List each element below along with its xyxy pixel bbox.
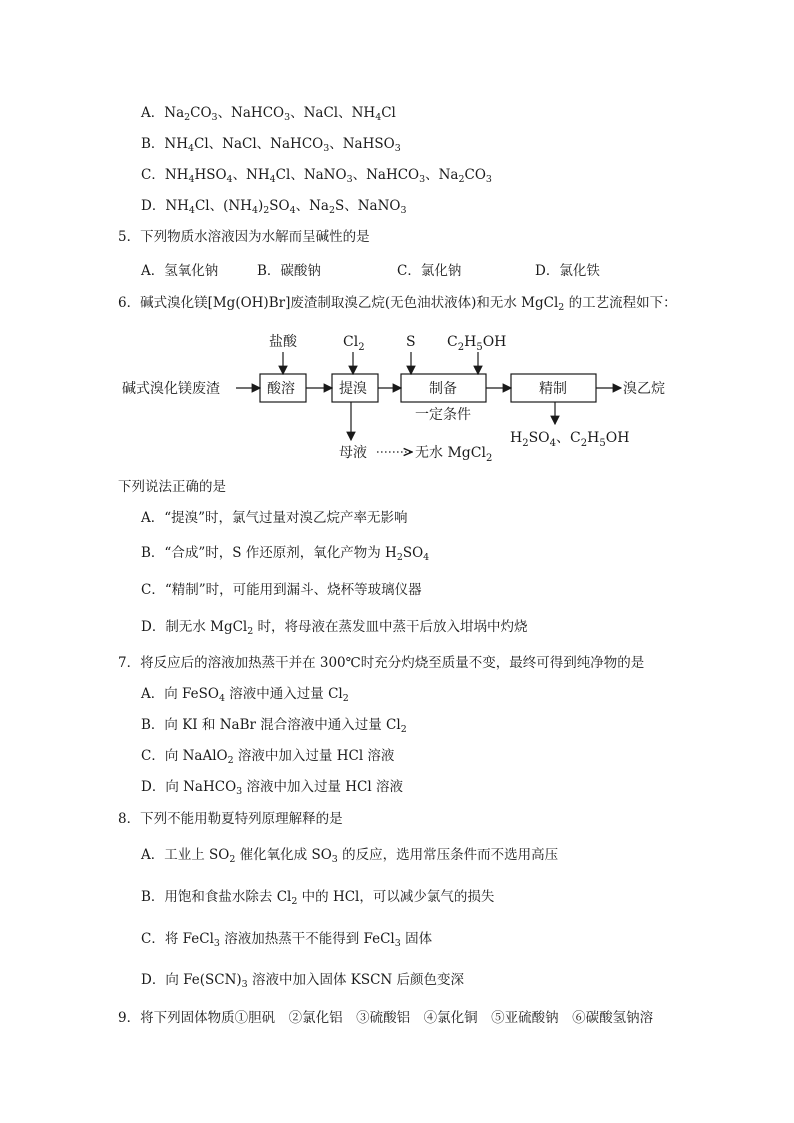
q4-option-a: A．$Na_2CO_3$、NaHCO$_3$、NaCl、$NH_4Cl$ (141, 105, 396, 123)
q5-options (141, 259, 661, 277)
q4-option-d: D．$NH_4Cl$、$(NH_4)_2SO_4$、$Na_2S$、NaNO$_3$ (141, 198, 407, 216)
flow-anhydrous-mgcl2: 无水 MgCl$_2$ (415, 445, 493, 464)
q5-option-d: D．氯化铁 (535, 263, 600, 279)
q6-option-c: C．“精制”时，可能用到漏斗、烧杯等玻璃仪器 (141, 582, 422, 598)
q8-option-a: A．工业上 $SO_2$ 催化氧化成 $SO_3$ 的反应，选用常压条件而不选用高压 (141, 847, 559, 865)
q7-option-a: A．向 FeSO$_4$ 溶液中通入过量 $Cl_2$ (141, 686, 349, 704)
flow-box4-label: 精制 (539, 381, 567, 397)
flow-mother-liquor: 母液 (339, 445, 367, 461)
process-flow-diagram (118, 328, 678, 468)
q6-option-d: D．制无水 MgCl$_2$ 时，将母液在蒸发皿中蒸干后放入坩埚中灼烧 (141, 619, 528, 637)
q5-option-c: C．氯化钠 (397, 263, 462, 279)
q6-intro: 下列说法正确的是 (118, 479, 226, 495)
q7-option-c: C．向 NaAlO$_2$ 溶液中加入过量 HCl 溶液 (141, 748, 395, 766)
q5-option-a: A．氢氧化钠 (141, 263, 219, 279)
flow-byproduct: $H_2SO_4$、$C_2H_5OH$ (510, 430, 630, 449)
q4-option-b: B．$NH_4Cl$、NaCl、NaHCO$_3$、NaHSO$_3$ (141, 136, 401, 154)
flow-source: 碱式溴化镁废渣 (122, 381, 220, 397)
flow-condition: 一定条件 (415, 407, 471, 423)
flow-input-cl2: $Cl_2$ (343, 334, 365, 353)
q5-option-b: B．碳酸钠 (257, 263, 321, 279)
flow-input-s: S (406, 334, 416, 350)
q8-option-c: C．将 FeCl$_3$ 溶液加热蒸干不能得到 FeCl$_3$ 固体 (141, 931, 433, 949)
flow-input-hcl: 盐酸 (269, 334, 297, 350)
q8-option-d: D．向 $Fe(SCN)_3$ 溶液中加入固体 KSCN 后颜色变深 (141, 972, 465, 990)
q6-option-a: A．“提溴”时，氯气过量对溴乙烷产率无影响 (141, 510, 408, 526)
q6-stem: 6．碱式溴化镁[Mg(OH)Br]废渣制取溴乙烷(无色油状液体)和无水 MgCl$_2$ 的工艺流程如下： (118, 295, 677, 313)
flow-box2-label: 提溴 (339, 381, 367, 397)
q7-option-b: B．向 KI 和 NaBr 混合溶液中通入过量 $Cl_2$ (141, 717, 407, 735)
flow-input-ethanol: $C_2H_5OH$ (447, 334, 507, 353)
q4-option-c: C．$NH_4HSO_4$、$NH_4Cl$、NaNO$_3$、NaHCO$_3$、$Na_2CO_3$ (141, 167, 492, 185)
q7-stem: 7．将反应后的溶液加热蒸干并在 300℃时充分灼烧至质量不变，最终可得到纯净物的是 (118, 655, 645, 671)
q6-option-b: B．“合成”时，S 作还原剂，氧化产物为 $H_2SO_4$ (141, 545, 430, 563)
q9-stem: 9．将下列固体物质①胆矾 ②氯化铝 ③硫酸铝 ④氯化铜 ⑤亚硫酸钠 ⑥碳酸氢钠溶 (118, 1010, 654, 1026)
q8-option-b: B．用饱和食盐水除去 $Cl_2$ 中的 HCl，可以减少氯气的损失 (141, 889, 495, 907)
q5-stem: 5．下列物质水溶液因为水解而呈碱性的是 (118, 229, 370, 245)
flow-product: 溴乙烷 (623, 381, 665, 397)
flow-box1-label: 酸溶 (267, 381, 295, 397)
flow-box3-label: 制备 (429, 381, 457, 397)
q8-stem: 8．下列不能用勒夏特列原理解释的是 (118, 811, 343, 827)
q7-option-d: D．向 NaHCO$_3$ 溶液中加入过量 HCl 溶液 (141, 779, 403, 797)
